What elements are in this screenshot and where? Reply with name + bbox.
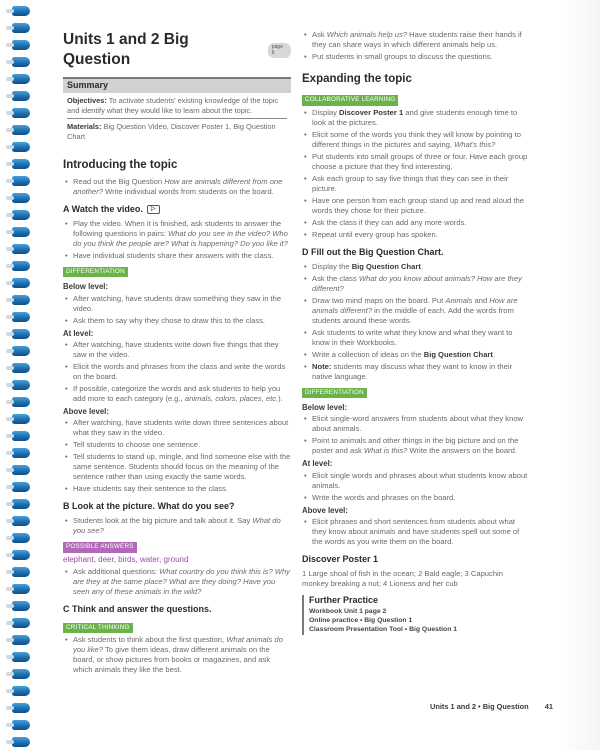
binding-coil	[12, 431, 30, 441]
below-level-list	[63, 294, 291, 326]
binding-coil	[12, 193, 30, 203]
binding-coil	[12, 703, 30, 713]
list-item: • Ask students to write what they know and what they want to know in their Workbooks.	[302, 328, 530, 348]
list-item: • Ask students to think about the first question, What animals do you like? To give them ideas, draw different animals on the board, or show pictures from books or magazines, and ask which animals they like the best.	[63, 635, 291, 675]
list-item: • Tell students to choose one sentence.	[63, 440, 291, 450]
at-level-label-2: At level:	[302, 459, 333, 469]
list-item: • Have one person from each group stand up and read aloud the words they chose for their picture.	[302, 196, 530, 216]
binding-coil	[12, 652, 30, 662]
binding-coil	[12, 669, 30, 679]
binding-coil	[12, 482, 30, 492]
at-level-label: At level:	[63, 328, 94, 338]
section-b-heading: B Look at the picture. What do you see?	[63, 501, 235, 512]
list-item: • Tell students to stand up, mingle, and find someone else with the same sentence. Students should focus on the meaning of the sentence rather than using exactly the same words.	[63, 452, 291, 482]
list-item: • Elicit single words and phrases about what students know about animals.	[302, 471, 530, 491]
list-item: • Elicit single-word answers from students about what they know about animals.	[302, 414, 530, 434]
list-item: • Ask each group to say five things that they can see in their picture.	[302, 174, 530, 194]
list-item: • Point to animals and other things in the big picture and on the poster and ask What is this? Write the answers on the board.	[302, 436, 530, 456]
list-item: • Play the video. When it is finished, ask students to answer the following questions in pairs: What do you see in the video? Who do you think the people are? What is happening? Do you like it?	[63, 219, 291, 249]
expanding-heading: Expanding the topic	[302, 73, 412, 86]
section-a-list	[63, 219, 291, 261]
binding-coil	[12, 584, 30, 594]
objectives: Objectives: To activate students' existing knowledge of the topic and identify what they would like to learn about the topic.	[67, 95, 279, 115]
above-level-list	[63, 418, 291, 494]
list-item: • Put students into small groups of three or four. Have each group choose a picture that they find interesting.	[302, 152, 530, 172]
binding-coil	[12, 23, 30, 33]
differentiation-tag-2: DIFFERENTIATION	[302, 388, 367, 398]
binding-coil	[12, 601, 30, 611]
section-b-list	[63, 516, 291, 536]
left-column	[63, 30, 291, 677]
section-c-list-cont	[302, 30, 530, 62]
binding-coil	[12, 312, 30, 322]
list-item: • Elicit phrases and short sentences from students about what they know about animals and have students spell out some of the words as you write them on the board.	[302, 517, 530, 547]
page-reference-badge: page 6	[268, 43, 291, 58]
binding-coil	[12, 57, 30, 67]
spiral-binding	[0, 0, 36, 750]
binding-coil	[12, 142, 30, 152]
further-practice-line: Classroom Presentation Tool • Big Question 1	[309, 625, 458, 633]
summary-box	[63, 77, 291, 148]
list-item: • After watching, have students draw something they saw in the video.	[63, 294, 291, 314]
above-level-label: Above level:	[63, 406, 109, 416]
list-item: • Draw two mind maps on the board. Put Animals and How are animals different? in the middle of each. Add the words from students around these words.	[302, 296, 530, 326]
list-item: • Note: students may discuss what they want to know in their native language.	[302, 362, 530, 382]
page-title: Units 1 and 2 Big Question page 6	[63, 30, 291, 71]
discover-poster-text: 1 Large shoal of fish in the ocean; 2 Bald eagle; 3 Capuchin monkey breaking a nut; 4 Lioness and her cub	[302, 568, 503, 588]
binding-coil	[12, 465, 30, 475]
binding-coil	[12, 380, 30, 390]
binding-coil	[12, 108, 30, 118]
further-practice-line: Online practice • Big Question 1	[309, 616, 413, 624]
discover-poster-heading: Discover Poster 1	[302, 554, 379, 565]
binding-coil	[12, 720, 30, 730]
binding-coil	[12, 244, 30, 254]
page-edge-shadow	[560, 0, 600, 750]
binding-coil	[12, 516, 30, 526]
binding-coil	[12, 499, 30, 509]
list-item: • Ask the class if they can add any more words.	[302, 218, 530, 228]
binding-coil	[12, 448, 30, 458]
binding-coil	[12, 686, 30, 696]
binding-coil	[12, 363, 30, 373]
list-item: • Write a collection of ideas on the Big Question Chart.	[302, 350, 530, 360]
list-item: • Display Discover Poster 1 and give students enough time to look at the pictures.	[302, 108, 530, 128]
section-d-heading: D Fill out the Big Question Chart.	[302, 246, 444, 257]
list-item: • Have students say their sentence to the class.	[63, 484, 291, 494]
list-item: • Ask the class What do you know about animals? How are they different?	[302, 274, 530, 294]
list-item: • Ask them to say why they chose to draw this to the class.	[63, 316, 291, 326]
list-item: • If possible, categorize the words and ask students to help you add more to each category (e.g., animals, colors, places, etc.).	[63, 384, 291, 404]
binding-coil	[12, 6, 30, 16]
binding-coil	[12, 278, 30, 288]
list-item: • Ask Which animals help us? Have students raise their hands if they can share ways in which different animals help us.	[302, 30, 530, 50]
footer-label: Units 1 and 2 • Big Question	[430, 702, 529, 711]
section-b-list-2	[63, 567, 291, 597]
binding-coil	[12, 295, 30, 305]
binding-coil	[12, 567, 30, 577]
list-item: • Ask additional questions: What country do you think this is? Why are they at the same place? What are they doing? Have you seen any of these animals in the wild?	[63, 567, 291, 597]
differentiation-tag: DIFFERENTIATION	[63, 267, 128, 277]
below-level-list-2	[302, 414, 530, 456]
above-level-label-2: Above level:	[302, 505, 348, 515]
binding-coil	[12, 414, 30, 424]
intro-list	[63, 177, 291, 197]
binding-coil	[12, 176, 30, 186]
list-item: • Write the words and phrases on the board.	[302, 493, 530, 503]
collaborative-learning-tag: COLLABORATIVE LEARNING	[302, 95, 398, 105]
binding-coil	[12, 91, 30, 101]
list-item: • Put students in small groups to discuss the questions.	[302, 52, 530, 62]
above-level-list-2	[302, 517, 530, 547]
binding-coil	[12, 618, 30, 628]
binding-coil	[12, 125, 30, 135]
intro-heading: Introducing the topic	[63, 158, 178, 171]
binding-coil	[12, 329, 30, 339]
list-item: • Display the Big Question Chart.	[302, 262, 530, 272]
binding-coil	[12, 346, 30, 356]
at-level-list-2	[302, 471, 530, 503]
list-item: • Elicit the words and phrases from the class and write the words on the board.	[63, 362, 291, 382]
binding-coil	[12, 261, 30, 271]
list-item: • Have individual students share their answers with the class.	[63, 251, 291, 261]
binding-coil	[12, 550, 30, 560]
list-item: • After watching, have students write down five things that they saw in the video.	[63, 340, 291, 360]
binding-coil	[12, 635, 30, 645]
list-item: • Read out the Big Question How are animals different from one another? Write individual words from students on the board.	[63, 177, 291, 197]
binding-coil	[12, 159, 30, 169]
page-number: 41	[544, 702, 553, 711]
section-c-list	[63, 635, 291, 675]
below-level-label-2: Below level:	[302, 403, 348, 413]
section-d-list	[302, 262, 530, 382]
binding-coil	[12, 533, 30, 543]
binding-coil	[12, 227, 30, 237]
critical-thinking-tag: CRITICAL THINKING	[63, 623, 133, 633]
below-level-label: Below level:	[63, 282, 109, 292]
at-level-list	[63, 340, 291, 404]
materials: Materials: Big Question Video, Discover Poster 1, Big Question Chart	[67, 118, 287, 142]
binding-coil	[12, 74, 30, 84]
further-practice-box	[302, 595, 530, 635]
binding-coil	[12, 737, 30, 747]
list-item: • Elicit some of the words you think they will know by pointing to different things in the pictures and saying, What's this?	[302, 130, 530, 150]
list-item: • Students look at the big picture and talk about it. Say What do you see?	[63, 516, 291, 536]
section-a-heading: A Watch the video. ▷	[63, 204, 291, 216]
right-column	[302, 30, 530, 635]
summary-heading: Summary	[63, 79, 291, 93]
binding-coil	[12, 210, 30, 220]
video-play-icon: ▷	[147, 205, 160, 214]
binding-coil	[12, 40, 30, 50]
list-item: • Repeat until every group has spoken.	[302, 230, 530, 240]
section-c-heading: C Think and answer the questions.	[63, 604, 212, 615]
expanding-list	[302, 108, 530, 240]
further-practice-title: Further Practice	[309, 594, 379, 605]
binding-coil	[12, 397, 30, 407]
possible-answers: elephant, deer, birds, water, ground	[63, 554, 189, 564]
summary-body	[63, 93, 291, 148]
page-footer	[430, 702, 553, 712]
possible-answers-tag: POSSIBLE ANSWERS	[63, 542, 137, 552]
further-practice-line: Workbook Unit 1 page 2	[309, 607, 387, 615]
list-item: • After watching, have students write down three sentences about what they saw in the video.	[63, 418, 291, 438]
